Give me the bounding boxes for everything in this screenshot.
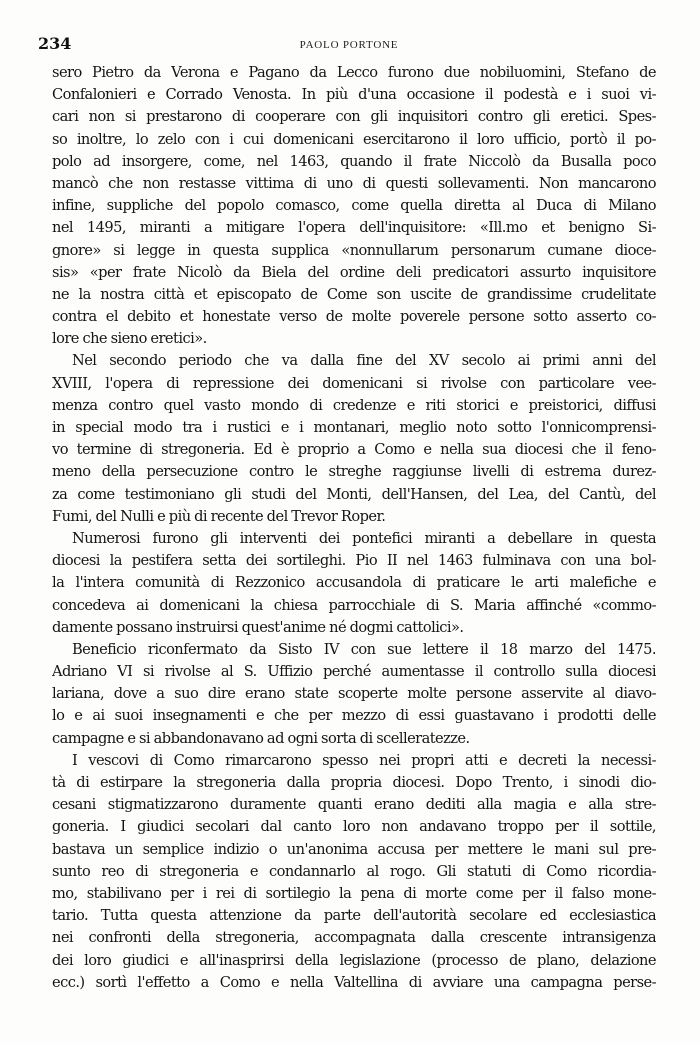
text-line: menza contro quel vasto mondo di credenze e riti storici e preistorici, diffusi <box>52 396 656 414</box>
text-line: polo ad insorgere, come, nel 1463, quando il frate Niccolò da Busalla poco <box>52 152 656 170</box>
text-line: damente possano instruirsi quest'anime né dogmi cattolici». <box>52 618 464 636</box>
text-line: contra el debito et honestate verso de molte poverele persone sotto asserto co- <box>52 308 656 326</box>
text-line: so inoltre, lo zelo con i cui domenicani esercitarono il loro ufficio, portò il po- <box>52 130 656 148</box>
text-line: diocesi la pestifera setta dei sortileghi. Pio II nel 1463 fulminava con una bol- <box>52 552 656 570</box>
text-line: goneria. I giudici secolari dal canto loro non andavano troppo per il sottile, <box>52 818 656 836</box>
text-line: lariana, dove a suo dire erano state scoperte molte persone asservite al diavo- <box>52 685 656 703</box>
text-line: sero Pietro da Verona e Pagano da Lecco furono due nobiluomini, Stefano de <box>52 64 656 81</box>
text-line: za come testimoniano gli studi del Monti, dell'Hansen, del Lea, del Cantù, del <box>52 485 656 503</box>
text-line: sunto reo di stregoneria e condannarlo al rogo. Gli statuti di Como ricordia- <box>52 862 656 880</box>
text-line: tario. Tutta questa attenzione da parte dell'autorità secolare ed ecclesiastica <box>52 907 656 925</box>
body-text <box>52 62 656 994</box>
text-line: cari non si prestarono di cooperare con gli inquisitori contro gli eretici. Spes- <box>52 108 656 126</box>
text-line: meno della persecuzione contro le streghe raggiunse livelli di estrema durez- <box>52 463 656 481</box>
text-line: sis» «per frate Nicolò da Biela del ordine deli predicatori assurto inquisitore <box>52 263 656 281</box>
paragraph-first-line: Nel secondo periodo che va dalla fine del XV secolo ai primi anni del <box>72 352 656 370</box>
text-line: campagne e si abbandonavano ad ogni sorta di scelleratezze. <box>52 729 470 747</box>
text-line: mo, stabilivano per i rei di sortilegio la pena di morte come per il falso mone- <box>52 884 656 902</box>
text-line: Fumi, del Nulli e più di recente del Trevor Roper. <box>52 507 386 525</box>
paragraph-first-line: I vescovi di Como rimarcarono spesso nei propri atti e decreti la necessi- <box>72 751 656 769</box>
text-line: XVIII, l'opera di repressione dei domenicani si rivolse con particolare vee- <box>52 374 656 392</box>
text-line: la l'intera comunità di Rezzonico accusandola di praticare le arti malefiche e <box>52 574 656 592</box>
running-head <box>38 34 660 58</box>
running-title: PAOLO PORTONE <box>299 39 399 51</box>
text-line: in special modo tra i rustici e i montanari, meglio noto sotto l'onnicomprensi- <box>52 419 656 436</box>
text-line: lore che sieno eretici». <box>52 330 207 348</box>
text-line: infine, suppliche del popolo comasco, come quella diretta al Duca di Milano <box>52 197 656 215</box>
page-number: 234 <box>38 34 72 53</box>
text-line: ne la nostra città et episcopato de Come son uscite de grandissime crudelitate <box>52 285 656 303</box>
text-line: lo e ai suoi insegnamenti e che per mezzo di essi guastavano i prodotti delle <box>52 707 656 725</box>
text-line: tà di estirpare la stregoneria dalla propria diocesi. Dopo Trento, i sinodi dio- <box>52 774 656 791</box>
text-line: dei loro giudici e all'inasprirsi della legislazione (processo de plano, delazione <box>52 951 656 969</box>
paragraph-first-line: Beneficio riconfermato da Sisto IV con sue lettere il 18 marzo del 1475. <box>72 640 656 658</box>
text-line: mancò che non restasse vittima di uno di questi sollevamenti. Non mancarono <box>52 174 656 192</box>
text-line: nei confronti della stregoneria, accompagnata dalla crescente intransigenza <box>52 929 656 947</box>
paragraph-first-line: Numerosi furono gli interventi dei pontefici miranti a debellare in questa <box>72 529 656 547</box>
text-line: cesani stigmatizzarono duramente quanti erano dediti alla magia e alla stre- <box>52 796 656 814</box>
text-line: gnore» si legge in questa supplica «nonnullarum personarum cumane dioce- <box>52 241 656 259</box>
text-line: nel 1495, miranti a mitigare l'opera dell'inquisitore: «Ill.mo et benigno Si- <box>52 219 656 237</box>
text-line: vo termine di stregoneria. Ed è proprio a Como e nella sua diocesi che il feno- <box>52 441 656 459</box>
text-line: ecc.) sortì l'effetto a Como e nella Valtellina di avviare una campagna perse- <box>52 973 656 991</box>
text-line: bastava un semplice indizio o un'anonima accusa per mettere le mani sul pre- <box>52 840 656 858</box>
text-line: concedeva ai domenicani la chiesa parrocchiale di S. Maria affinché «commo- <box>52 596 656 614</box>
text-line: Adriano VI si rivolse al S. Uffizio perché aumentasse il controllo sulla diocesi <box>52 663 656 681</box>
text-line: Confalonieri e Corrado Venosta. In più d'una occasione il podestà e i suoi vi- <box>52 86 656 104</box>
